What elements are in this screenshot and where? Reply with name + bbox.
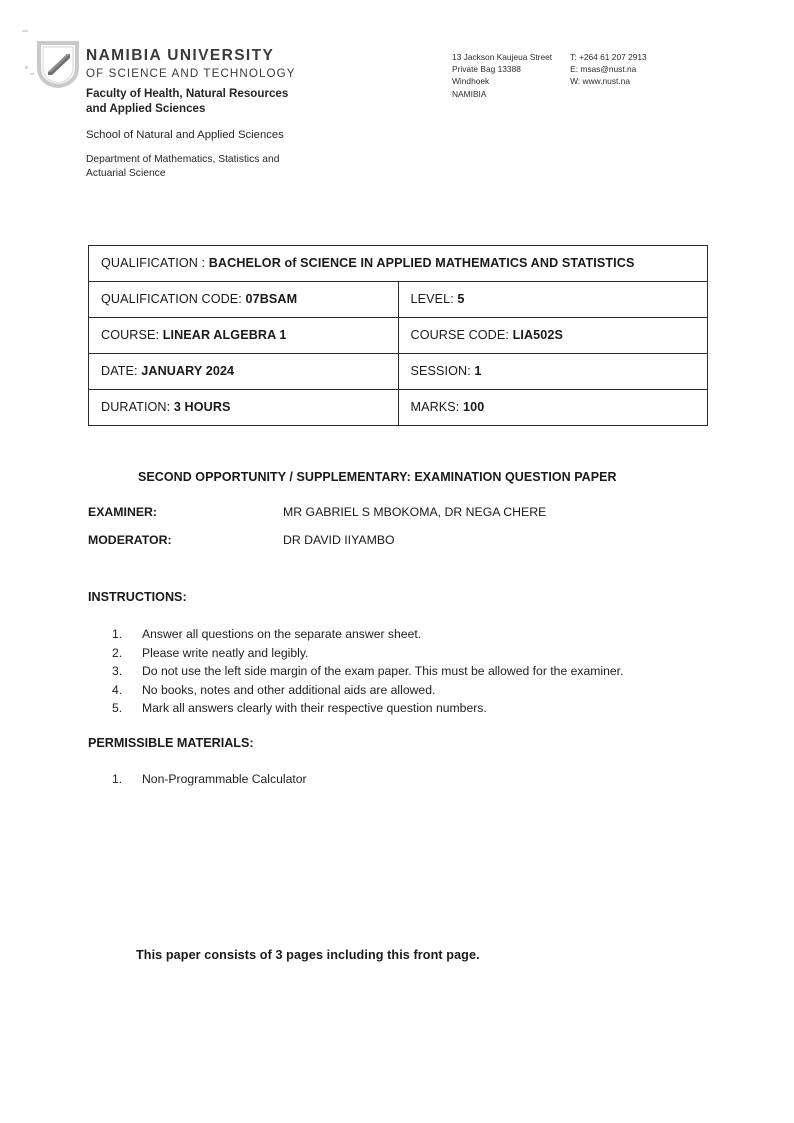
contact-details (452, 51, 647, 100)
faculty-block (86, 86, 301, 180)
contact-address (452, 51, 552, 100)
exam-paper-title: SECOND OPPORTUNITY / SUPPLEMENTARY: EXAMINATION QUESTION PAPER (138, 470, 617, 484)
university-wordmark (86, 47, 386, 81)
address-line-4: NAMIBIA (452, 88, 487, 99)
cell-qualification-code (89, 282, 399, 318)
instruction-item (112, 699, 722, 718)
cell-session (398, 354, 708, 390)
instruction-item-text: Mark all answers clearly with their respective question numbers. (142, 701, 487, 716)
university-name-line2: OF SCIENCE AND TECHNOLOGY (86, 66, 296, 80)
contact-telephone: T: +264 61 207 2913 (570, 52, 647, 62)
permissible-material-item (112, 770, 722, 789)
date-label: DATE: (101, 364, 138, 378)
instruction-item (112, 681, 722, 700)
cell-marks (398, 390, 708, 426)
instruction-item-number: 1. (112, 627, 123, 641)
instruction-item (112, 644, 722, 663)
instruction-item (112, 625, 722, 644)
level-label: LEVEL: (410, 292, 454, 306)
contact-channels (570, 51, 647, 100)
qualification-label: QUALIFICATION : (101, 256, 206, 270)
qualification-code-value: 07BSAM (245, 292, 298, 306)
instruction-item-text: Answer all questions on the separate answer sheet. (142, 627, 422, 641)
instruction-item-number: 2. (112, 645, 123, 660)
faculty-name: Faculty of Health, Natural Resources and Applied Sciences (86, 87, 289, 116)
table-row-date (89, 354, 708, 390)
instruction-item-text: No books, notes and other additional aids are allowed. (142, 682, 436, 697)
examiner-value: MR GABRIEL S MBOKOMA, DR NEGA CHERE (283, 505, 547, 519)
page-count-note: This paper consists of 3 pages including this front page. (136, 948, 480, 962)
examiner-label: EXAMINER: (88, 505, 158, 519)
level-value: 5 (457, 292, 465, 306)
instruction-item-number: 3. (112, 664, 123, 679)
scan-artifact (25, 66, 28, 69)
course-code-label: COURSE CODE: (410, 328, 509, 342)
instruction-item-text: Please write neatly and legibly. (142, 645, 309, 660)
duration-value: 3 HOURS (173, 400, 231, 414)
moderator-label: MODERATOR: (88, 533, 172, 547)
date-value: JANUARY 2024 (141, 364, 235, 378)
scan-artifact (22, 30, 28, 32)
instruction-item-number: 5. (112, 701, 123, 716)
duration-label: DURATION: (101, 400, 171, 414)
cell-course (89, 318, 399, 354)
cell-qualification (89, 246, 708, 282)
scan-artifact (30, 73, 34, 75)
contact-email: E: msas@nust.na (570, 64, 637, 75)
marks-label: MARKS: (410, 400, 460, 414)
table-row-qualification-code (89, 282, 708, 318)
address-line-1: 13 Jackson Kaujeua Street (452, 52, 553, 62)
table-row-course (89, 318, 708, 354)
qualification-value: BACHELOR of SCIENCE IN APPLIED MATHEMATICS AND STATISTICS (208, 256, 635, 270)
department-name: Department of Mathematics, Statistics and Actuarial Science (86, 154, 280, 179)
school-name: School of Natural and Applied Sciences (86, 128, 284, 141)
cell-date (89, 354, 399, 390)
permissible-materials-heading: PERMISSIBLE MATERIALS: (88, 736, 254, 750)
course-code-value: LIA502S (512, 328, 563, 342)
examiner-row (88, 505, 708, 519)
university-name-line1: NAMIBIA UNIVERSITY (86, 47, 275, 64)
permissible-materials-list (112, 770, 722, 789)
course-label: COURSE: (101, 328, 160, 342)
qualification-code-label: QUALIFICATION CODE: (101, 292, 242, 306)
instruction-item-text: Do not use the left side margin of the exam paper. This must be allowed for the examiner. (142, 664, 624, 679)
exam-info-table (88, 245, 708, 426)
nust-shield-logo (36, 40, 80, 88)
marks-value: 100 (463, 400, 485, 414)
instructions-list (112, 625, 722, 718)
table-row-qualification (89, 246, 708, 282)
instructions-heading: INSTRUCTIONS: (88, 590, 187, 604)
instruction-item-number: 4. (112, 682, 123, 697)
address-line-3: Windhoek (452, 76, 490, 87)
table-row-duration (89, 390, 708, 426)
address-line-2: Private Bag 13388 (452, 64, 521, 75)
contact-website: W: www.nust.na (570, 76, 630, 87)
exam-personnel (88, 505, 708, 561)
session-label: SESSION: (410, 364, 471, 378)
moderator-value: DR DAVID IIYAMBO (283, 533, 395, 547)
moderator-row (88, 533, 708, 547)
cell-course-code (398, 318, 708, 354)
permissible-material-item-text: Non-Programmable Calculator (142, 772, 307, 786)
course-value: LINEAR ALGEBRA 1 (162, 328, 287, 342)
instruction-item (112, 662, 722, 681)
session-value: 1 (474, 364, 482, 378)
permissible-material-item-number: 1. (112, 772, 123, 786)
cell-level (398, 282, 708, 318)
cell-duration (89, 390, 399, 426)
